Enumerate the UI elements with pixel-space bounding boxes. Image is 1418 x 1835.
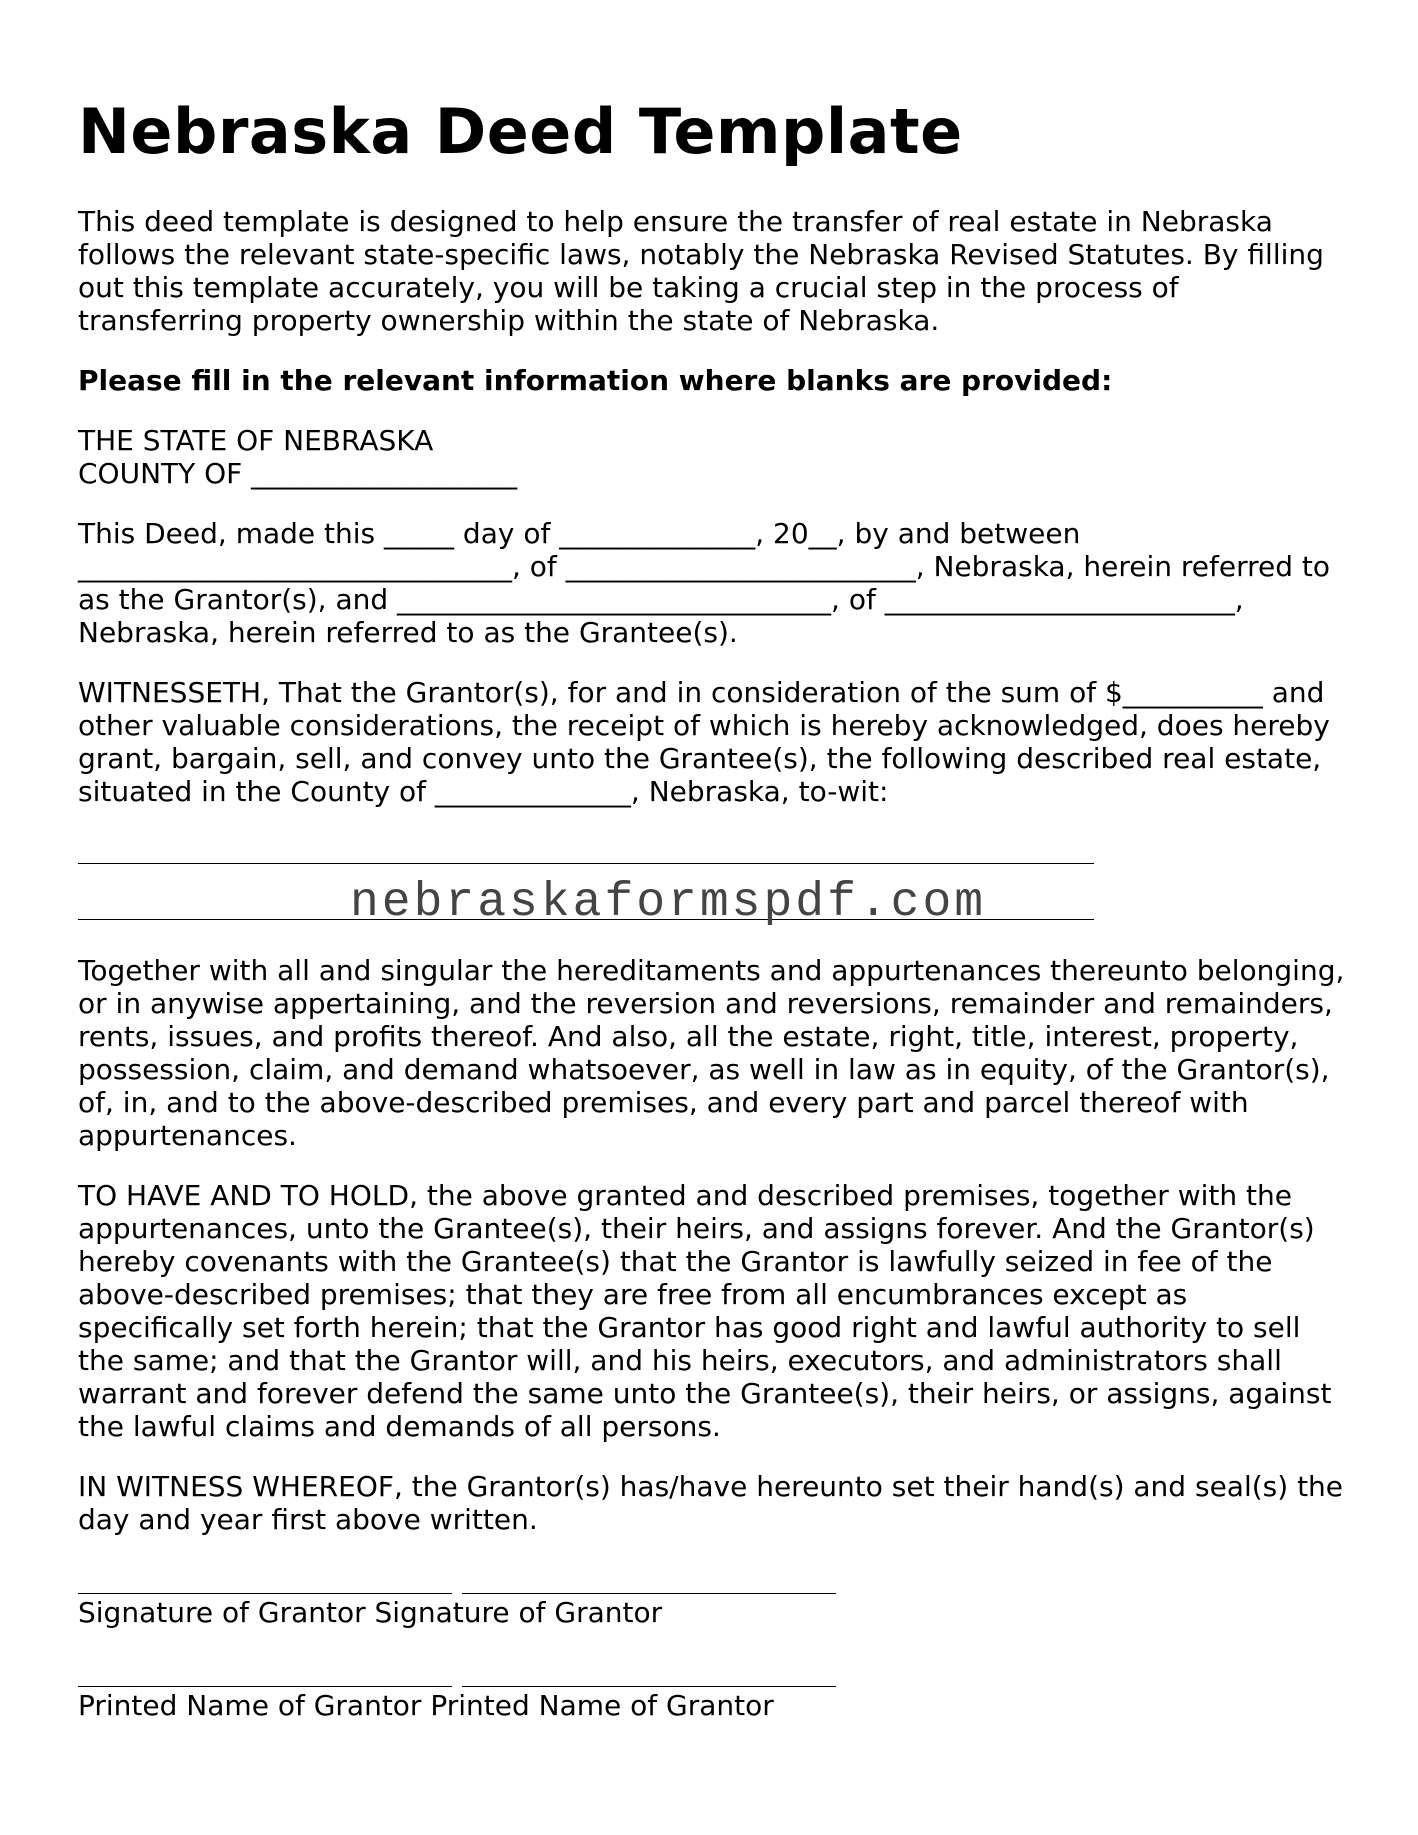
legal-description-line-2[interactable] bbox=[78, 876, 1094, 931]
state-line: THE STATE OF NEBRASKA bbox=[78, 424, 434, 458]
instruction-text: Please fill in the relevant information where blanks are provided: bbox=[78, 364, 1113, 398]
signature-block bbox=[78, 1572, 1348, 1629]
grantor-signature-line-2[interactable] bbox=[462, 1572, 836, 1594]
grantor-printed-name-line-1[interactable] bbox=[78, 1665, 452, 1687]
watermark: nebraskaformspdf.com bbox=[350, 876, 987, 931]
witnesseth-paragraph: WITNESSETH, That the Grantor(s), for and in consideration of the sum of $__________ and other valuable considerations, the receipt of which is hereby acknowledged, does hereby grant, bargain, sell, and convey unto the Grantee(s), the following described real estate, situated in the County of ______________, Nebraska, to-wit: bbox=[78, 676, 1330, 809]
grantor-printed-name-line-2[interactable] bbox=[462, 1665, 836, 1687]
signature-lines bbox=[78, 1572, 1348, 1594]
state-county-block bbox=[78, 424, 1348, 490]
legal-description-area bbox=[78, 830, 1348, 931]
page-title: Nebraska Deed Template bbox=[78, 95, 963, 168]
grantor-signature-line-1[interactable] bbox=[78, 1572, 452, 1594]
printed-name-block bbox=[78, 1665, 1348, 1722]
together-paragraph: Together with all and singular the hereditaments and appurtenances thereunto belonging, or in anywise appertaining, and the reversion and reversions, remainder and remainders, rents, issues, and profits thereof. And also, all the estate, right, title, interest, property, possession, claim, and demand whatsoever, as well in law as in equity, of the Grantor(s), of, in, and to the above-described premises, and every part and parcel thereof with appurtenances. bbox=[78, 954, 1345, 1153]
legal-description-line-1[interactable] bbox=[78, 830, 1094, 864]
deed-paragraph: This Deed, made this _____ day of ______________, 20__, by and between _______________________________, of _________________________, Nebraska, herein referred to as the Grantor(s), and _______________________________, of _________________________, Nebraska, herein referred to as the Grantee(s). bbox=[78, 517, 1331, 650]
habendum-paragraph: TO HAVE AND TO HOLD, the above granted and described premises, together with the appurtenances, unto the Grantee(s), their heirs, and assigns forever. And the Grantor(s) hereby covenants with the Grantee(s) that the Grantor is lawfully seized in fee of the above-described premises; that they are free from all encumbrances except as specifically set forth herein; that the Grantor has good right and lawful authority to sell the same; and that the Grantor will, and his heirs, executors, and administrators shall warrant and forever defend the same unto the Grantee(s), their heirs, or assigns, against the lawful claims and demands of all persons. bbox=[78, 1179, 1332, 1444]
printed-name-label: Printed Name of Grantor Printed Name of Grantor bbox=[78, 1689, 774, 1723]
witness-whereof-paragraph: IN WITNESS WHEREOF, the Grantor(s) has/have hereunto set their hand(s) and seal(s) the day and year first above written. bbox=[78, 1470, 1344, 1537]
deed-document bbox=[78, 96, 1348, 1758]
signature-section bbox=[78, 1572, 1348, 1722]
signature-label: Signature of Grantor Signature of Grantor bbox=[78, 1596, 663, 1630]
county-line: COUNTY OF ___________________ bbox=[78, 457, 518, 491]
intro-paragraph: This deed template is designed to help ensure the transfer of real estate in Nebraska follows the relevant state-specific laws, notably the Nebraska Revised Statutes. By filling out this template accurately, you will be taking a crucial step in the process of transferring property ownership within the state of Nebraska. bbox=[78, 205, 1324, 338]
printed-name-lines bbox=[78, 1665, 1348, 1687]
